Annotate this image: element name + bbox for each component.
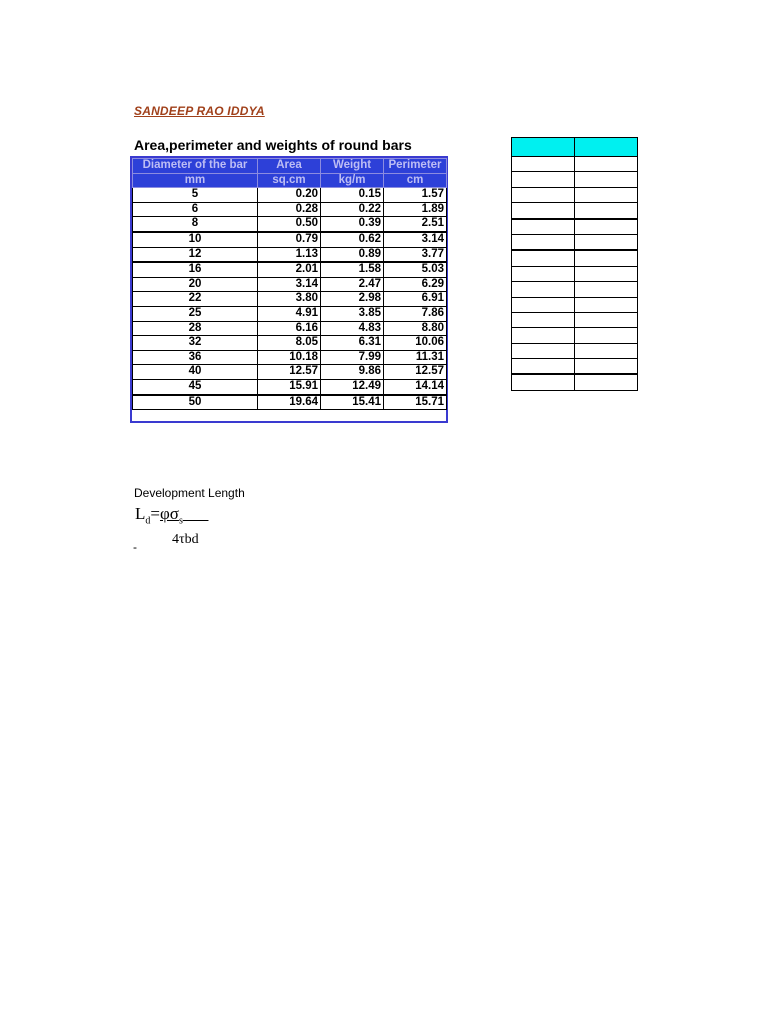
cell-perimeter: 14.14 — [384, 379, 447, 394]
cell-perimeter: 15.71 — [384, 395, 447, 410]
cell-weight: 0.15 — [321, 188, 384, 203]
side-cell — [512, 328, 575, 343]
cell-weight: 1.58 — [321, 262, 384, 277]
side-table-row — [512, 203, 638, 219]
table-row — [133, 292, 447, 307]
stray-dash: - — [133, 540, 137, 554]
cell-area: 4.91 — [258, 306, 321, 321]
cell-diameter: 36 — [133, 350, 258, 365]
side-cell — [575, 157, 638, 172]
table-row — [133, 350, 447, 365]
formula-numerator-sub: s — [178, 515, 183, 527]
cell-weight: 4.83 — [321, 321, 384, 336]
development-length-label: Development Length — [134, 486, 245, 500]
cell-perimeter: 6.29 — [384, 277, 447, 292]
formula-numerator-trail: ___ — [182, 504, 209, 523]
cell-perimeter: 3.14 — [384, 232, 447, 247]
cell-weight: 6.31 — [321, 336, 384, 351]
table-row — [133, 395, 447, 410]
side-table-row — [512, 312, 638, 327]
side-table-row — [512, 343, 638, 358]
cell-area: 0.20 — [258, 188, 321, 203]
cell-area: 15.91 — [258, 379, 321, 394]
cell-diameter: 5 — [133, 188, 258, 203]
author-name: SANDEEP RAO IDDYA — [134, 104, 265, 118]
side-cell — [512, 203, 575, 219]
cell-perimeter: 8.80 — [384, 321, 447, 336]
side-table-row — [512, 359, 638, 375]
side-table-row — [512, 234, 638, 250]
cell-weight: 12.49 — [321, 379, 384, 394]
cell-diameter: 10 — [133, 232, 258, 247]
cell-area: 6.16 — [258, 321, 321, 336]
cell-diameter: 20 — [133, 277, 258, 292]
cell-diameter: 8 — [133, 217, 258, 232]
header-area: Area — [258, 159, 321, 174]
header-diameter: Diameter of the bar — [133, 159, 258, 174]
table-row — [133, 232, 447, 247]
side-cell — [575, 328, 638, 343]
unit-mm: mm — [133, 173, 258, 188]
header-row — [133, 159, 447, 174]
side-table-row — [512, 157, 638, 172]
formula-equals: = — [150, 504, 160, 523]
side-cell — [512, 157, 575, 172]
side-table-row — [512, 297, 638, 312]
cell-area: 8.05 — [258, 336, 321, 351]
development-length-formula — [135, 504, 208, 526]
cell-perimeter: 3.77 — [384, 247, 447, 262]
header-weight: Weight — [321, 159, 384, 174]
side-table-row — [512, 172, 638, 187]
table-row — [133, 277, 447, 292]
table-row — [133, 202, 447, 217]
formula-lhs-sub: d — [145, 515, 151, 527]
side-cell — [512, 250, 575, 266]
cell-area: 10.18 — [258, 350, 321, 365]
side-cell — [512, 172, 575, 187]
side-cell — [575, 343, 638, 358]
side-cell — [512, 219, 575, 235]
cell-perimeter: 1.89 — [384, 202, 447, 217]
cell-area: 19.64 — [258, 395, 321, 410]
cell-diameter: 32 — [133, 336, 258, 351]
header-perimeter: Perimeter — [384, 159, 447, 174]
cell-area: 1.13 — [258, 247, 321, 262]
side-header-cell — [575, 138, 638, 157]
cell-area: 2.01 — [258, 262, 321, 277]
table-title: Area,perimeter and weights of round bars — [134, 137, 412, 153]
side-cell — [575, 282, 638, 297]
side-header-cell — [512, 138, 575, 157]
table-row — [133, 247, 447, 262]
side-table-row — [512, 282, 638, 297]
side-cell — [512, 297, 575, 312]
cell-weight: 2.47 — [321, 277, 384, 292]
side-table-row — [512, 374, 638, 390]
side-cell — [512, 343, 575, 358]
cell-perimeter: 1.57 — [384, 188, 447, 203]
side-table-row — [512, 219, 638, 235]
side-cell — [512, 234, 575, 250]
cell-area: 0.50 — [258, 217, 321, 232]
table-row — [133, 188, 447, 203]
cell-area: 0.28 — [258, 202, 321, 217]
side-cell — [575, 374, 638, 390]
side-cell — [575, 203, 638, 219]
cell-area: 3.14 — [258, 277, 321, 292]
cell-area: 3.80 — [258, 292, 321, 307]
round-bars-table — [130, 156, 448, 423]
cell-diameter: 45 — [133, 379, 258, 394]
cell-diameter: 28 — [133, 321, 258, 336]
cell-perimeter: 12.57 — [384, 365, 447, 380]
header-units-row — [133, 173, 447, 188]
cell-perimeter: 10.06 — [384, 336, 447, 351]
side-table-row — [512, 250, 638, 266]
cell-weight: 2.98 — [321, 292, 384, 307]
cell-diameter: 12 — [133, 247, 258, 262]
cell-diameter: 6 — [133, 202, 258, 217]
cell-weight: 0.39 — [321, 217, 384, 232]
side-cell — [575, 266, 638, 281]
side-cell — [575, 219, 638, 235]
cell-perimeter: 7.86 — [384, 306, 447, 321]
cell-perimeter: 2.51 — [384, 217, 447, 232]
cell-diameter: 16 — [133, 262, 258, 277]
cell-diameter: 22 — [133, 292, 258, 307]
table-row — [133, 336, 447, 351]
side-cell — [575, 234, 638, 250]
table-row — [133, 306, 447, 321]
table-row — [133, 365, 447, 380]
cell-weight: 0.62 — [321, 232, 384, 247]
cell-weight: 9.86 — [321, 365, 384, 380]
side-cell — [575, 359, 638, 375]
cell-weight: 0.89 — [321, 247, 384, 262]
side-cell — [575, 172, 638, 187]
formula-lhs: L — [135, 504, 146, 523]
cell-diameter: 50 — [133, 395, 258, 410]
unit-cm: cm — [384, 173, 447, 188]
side-cell — [512, 374, 575, 390]
cell-perimeter: 11.31 — [384, 350, 447, 365]
cell-diameter: 40 — [133, 365, 258, 380]
cell-weight: 3.85 — [321, 306, 384, 321]
side-cell — [575, 312, 638, 327]
side-cell — [575, 297, 638, 312]
side-table-header-row — [512, 138, 638, 157]
side-cell — [512, 312, 575, 327]
cell-area: 12.57 — [258, 365, 321, 380]
unit-kgm: kg/m — [321, 173, 384, 188]
cell-weight: 0.22 — [321, 202, 384, 217]
side-cell — [512, 359, 575, 375]
cell-perimeter: 5.03 — [384, 262, 447, 277]
table-row — [133, 379, 447, 394]
cell-perimeter: 6.91 — [384, 292, 447, 307]
cell-area: 0.79 — [258, 232, 321, 247]
side-cell — [512, 266, 575, 281]
side-cell — [512, 282, 575, 297]
side-cell — [575, 250, 638, 266]
side-table-row — [512, 187, 638, 202]
formula-denominator: 4τbd — [172, 532, 199, 547]
side-table-row — [512, 328, 638, 343]
table-row — [133, 262, 447, 277]
cell-weight: 7.99 — [321, 350, 384, 365]
formula-numerator: φσ — [159, 504, 179, 523]
cell-diameter: 25 — [133, 306, 258, 321]
side-cell — [512, 187, 575, 202]
empty-side-table — [511, 137, 638, 391]
unit-sqcm: sq.cm — [258, 173, 321, 188]
table-row — [133, 321, 447, 336]
cell-weight: 15.41 — [321, 395, 384, 410]
side-cell — [575, 187, 638, 202]
side-table-row — [512, 266, 638, 281]
table-row — [133, 217, 447, 232]
